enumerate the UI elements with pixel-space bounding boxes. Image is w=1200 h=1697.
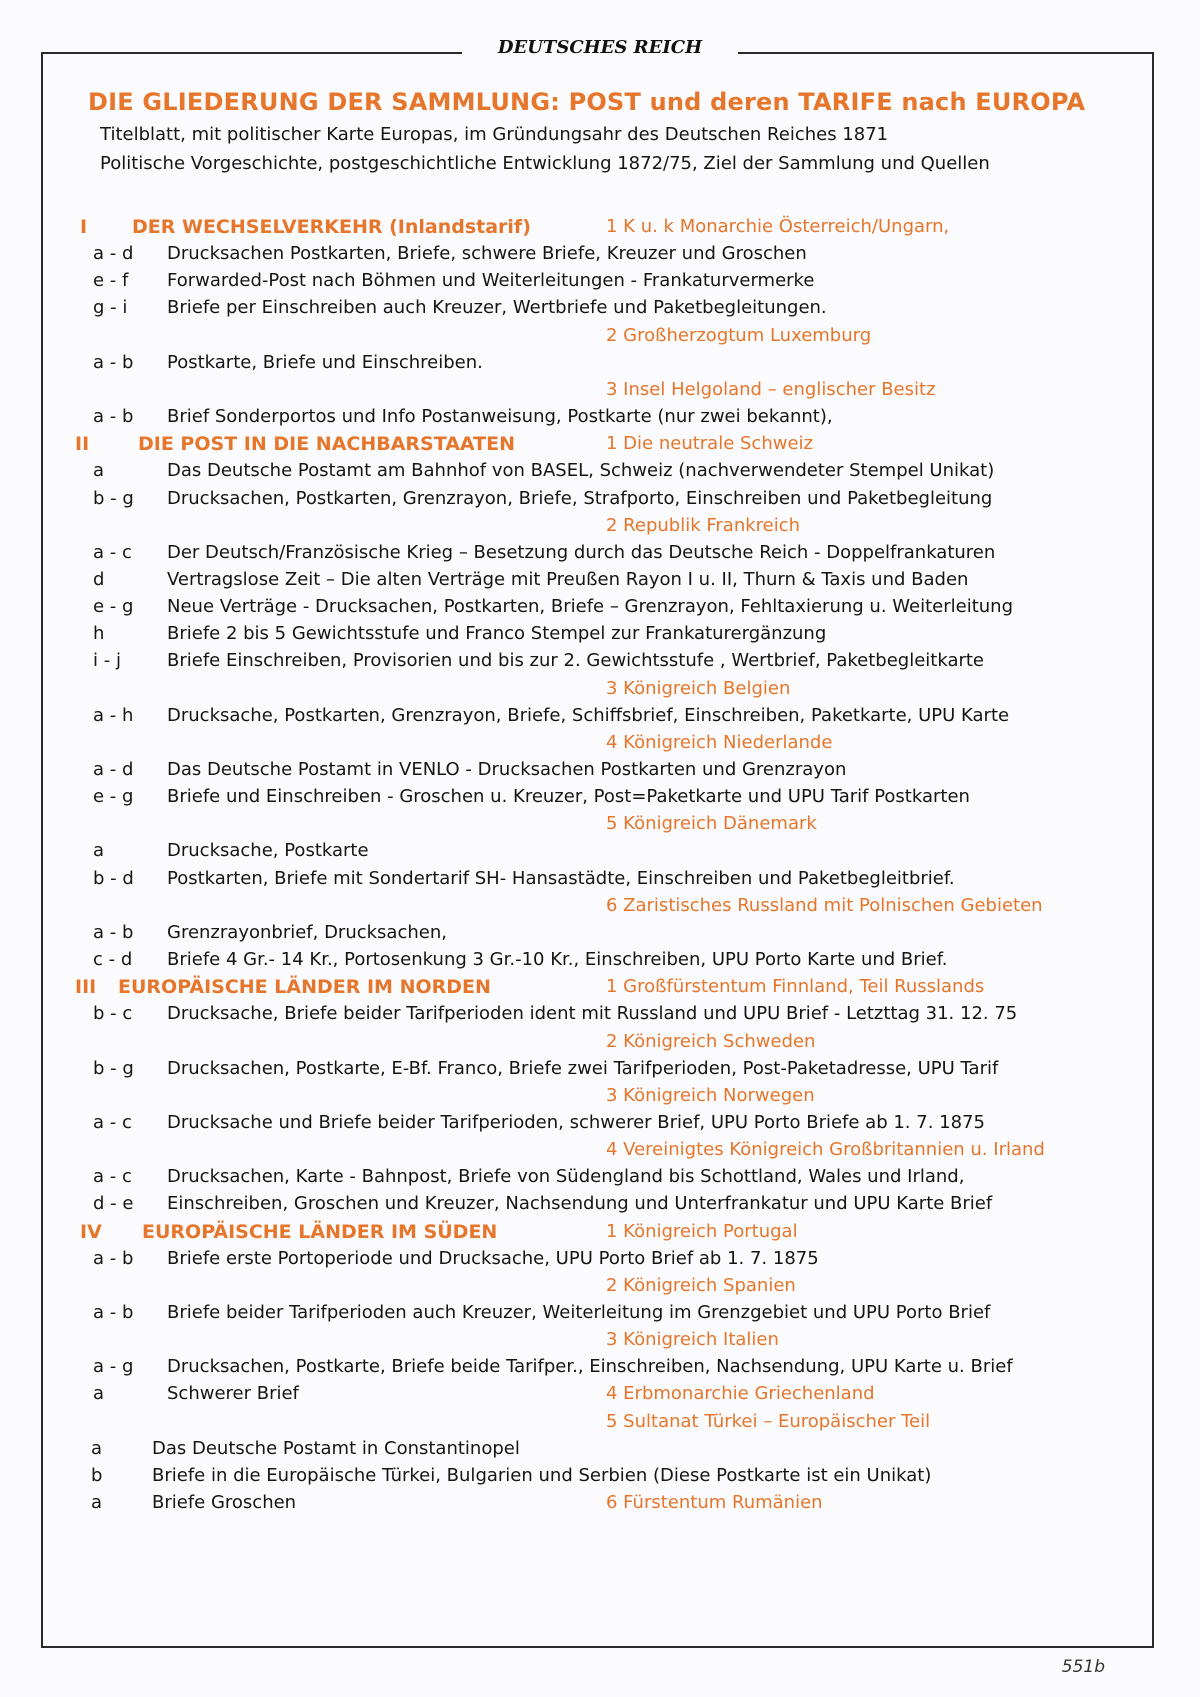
item-code: e - f <box>93 270 129 292</box>
list-row <box>0 648 1200 674</box>
list-row <box>0 594 1200 620</box>
list-row <box>0 295 1200 321</box>
item-text-main: Briefe 2 bis 5 Gewichtsstufe und Franco Stempel zur Frankaturergänzung <box>167 623 827 645</box>
list-row <box>0 1137 1200 1163</box>
item-code: a <box>91 1492 103 1514</box>
item-text <box>167 1191 992 1217</box>
intro-line-2: Politische Vorgeschichte, postgeschichtliche Entwicklung 1872/75, Ziel der Sammlung und Quellen <box>100 153 990 174</box>
item-code: a - b <box>93 921 134 943</box>
item-text <box>167 838 369 864</box>
list-row <box>0 1273 1200 1299</box>
list-row <box>0 567 1200 593</box>
item-text <box>167 1001 1017 1027</box>
item-text <box>167 1110 985 1136</box>
item-code: i - j <box>93 650 121 672</box>
country-heading: 4 Vereinigtes Königreich Großbritannien u. Irland <box>606 1139 1045 1161</box>
item-text-main: Postkarte, Briefe und Einschreiben. <box>167 351 483 373</box>
item-text <box>167 1300 990 1326</box>
main-title: DIE GLIEDERUNG DER SAMMLUNG: POST und deren TARIFE nach EUROPA <box>88 88 1086 116</box>
item-code: a - b <box>93 1247 134 1269</box>
item-text <box>167 1246 819 1272</box>
item-code: a - b <box>93 1302 134 1323</box>
item-text-main: Drucksache und Briefe beider Tarifperioden, schwerer Brief, UPU Porto Briefe ab 1. 7. 1875 <box>167 1111 985 1133</box>
list-row <box>0 214 1200 240</box>
country-heading: 2 Königreich Schweden <box>606 1030 816 1052</box>
item-note: (nur zwei bekannt), <box>651 406 833 428</box>
item-text-main: Drucksachen, Karte - Bahnpost, Briefe von Südengland bis Schottland, Wales und Irland, <box>167 1166 965 1188</box>
item-text-main: Neue Verträge - Drucksachen, Postkarten, Briefe – Grenzrayon, Fehltaxierung u. Weiterleitung <box>167 596 1013 618</box>
item-text <box>167 241 807 267</box>
list-row <box>0 866 1200 892</box>
list-row <box>0 1490 1200 1516</box>
list-row <box>0 1001 1200 1027</box>
item-text-main: Drucksache, Postkarten, Grenzrayon, Briefe, Schiffsbrief, Einschreiben, Paketkarte, UPU Karte <box>167 704 1010 726</box>
item-text <box>167 268 814 294</box>
item-code: h <box>93 623 105 645</box>
list-row <box>0 1409 1200 1435</box>
section-number: II <box>75 433 90 456</box>
item-text-main: Briefe beider Tarifperioden auch Kreuzer, Weiterleitung im Grenzgebiet und UPU Porto Brief <box>167 1302 991 1323</box>
list-row <box>0 1110 1200 1136</box>
item-text <box>167 567 968 593</box>
section-title: EUROPÄISCHE LÄNDER IM SÜDEN <box>142 1220 498 1243</box>
country-heading: 6 Fürstentum Rumänien <box>606 1492 823 1514</box>
list-row <box>0 947 1200 973</box>
list-row <box>0 920 1200 946</box>
item-text-main: Drucksachen, Postkarte, Briefe beide Tarifper., Einschreiben, Nachsendung, UPU Karte u. Brief <box>167 1356 1013 1378</box>
item-code: a - b <box>93 351 134 373</box>
section-number: III <box>75 976 97 999</box>
item-text <box>167 1056 998 1082</box>
item-code: a - c <box>93 1111 132 1133</box>
list-row <box>0 974 1200 1000</box>
list-row <box>0 893 1200 919</box>
list-row <box>0 404 1200 430</box>
item-text-main: Vertragslose Zeit – Die alten Verträge mit Preußen Rayon I u. II, Thurn & Taxis und Baden <box>167 568 969 590</box>
item-code: b - g <box>93 1057 134 1079</box>
item-text <box>152 1463 931 1489</box>
item-code: d - e <box>93 1193 134 1215</box>
item-note: (nachverwendeter Stempel Unikat) <box>672 460 995 482</box>
item-text <box>167 1164 964 1190</box>
item-text <box>167 648 984 674</box>
item-text-main: Briefe 4 Gr.- 14 Kr., Portosenkung 3 Gr.-10 Kr., Einschreiben, UPU Porto Karte und Brief. <box>167 949 948 971</box>
item-text <box>167 621 826 647</box>
list-row <box>0 1381 1200 1407</box>
item-text <box>167 404 833 430</box>
item-code: a <box>91 1437 103 1459</box>
item-code: e - g <box>93 786 134 808</box>
item-code: a <box>93 460 105 482</box>
item-text-main: Briefe per Einschreiben auch Kreuzer, Wertbriefe und Paketbegleitungen. <box>167 297 827 319</box>
country-heading: 3 Königreich Italien <box>606 1329 779 1351</box>
item-code: e - g <box>93 596 134 618</box>
item-code: a - d <box>93 243 134 265</box>
item-text <box>167 540 995 566</box>
item-text-main: Forwarded-Post nach Böhmen und Weiterleitungen - Frankaturvermerke <box>167 270 815 292</box>
item-text <box>167 1354 1013 1380</box>
list-row <box>0 757 1200 783</box>
country-heading: 2 Königreich Spanien <box>606 1274 796 1296</box>
list-row <box>0 784 1200 810</box>
item-code: g - i <box>93 297 128 319</box>
page-number: 551b <box>1061 1657 1105 1677</box>
item-text-main: Das Deutsche Postamt am Bahnhof von BASEL, Schweiz <box>167 460 673 482</box>
item-text-main: Brief Sonderportos und Info Postanweisung, Postkarte <box>167 406 652 428</box>
item-text-main: Drucksache, Postkarte <box>167 840 369 862</box>
section-number: I <box>80 216 88 238</box>
list-row <box>0 838 1200 864</box>
item-text-main: Drucksache, Briefe beider Tarifperioden ident mit Russland und UPU Brief - Letzttag 31. 12. 75 <box>167 1003 1018 1025</box>
section-title: DIE POST IN DIE NACHBARSTAATEN <box>138 433 516 456</box>
list-row <box>0 377 1200 403</box>
item-text-main: Das Deutsche Postamt in Constantinopel <box>152 1437 520 1459</box>
item-text <box>167 947 947 973</box>
item-text-main: Grenzrayonbrief, Drucksachen, <box>167 921 447 943</box>
list-row <box>0 1191 1200 1217</box>
list-row <box>0 1029 1200 1055</box>
list-row <box>0 323 1200 349</box>
country-heading: 1 Großfürstentum Finnland, Teil Russlands <box>606 976 985 998</box>
item-text-main: Briefe Einschreiben, Provisorien und bis zur 2. Gewichtsstufe , Wertbrief, Paketbegleitkarte <box>167 650 985 672</box>
item-text-main: Drucksachen, Postkarten, Grenzrayon, Briefe, Strafporto, Einschreiben und Paketbegleitung <box>167 487 993 509</box>
list-row <box>0 1436 1200 1462</box>
country-heading: 3 Königreich Belgien <box>606 677 791 699</box>
item-text-main: Drucksachen, Postkarte, E-Bf. Franco, Briefe zwei Tarifperioden, Post-Paketadresse, UPU Tarif <box>167 1057 999 1079</box>
item-code: a - b <box>93 406 134 428</box>
item-text <box>167 1381 299 1407</box>
list-row <box>0 458 1200 484</box>
section-number: IV <box>80 1220 102 1243</box>
item-code: d <box>93 568 105 590</box>
country-heading: 1 K u. k Monarchie Österreich/Ungarn, <box>606 216 950 237</box>
country-heading: 1 Die neutrale Schweiz <box>606 433 813 455</box>
country-heading: 3 Königreich Norwegen <box>606 1084 815 1106</box>
item-code: a - g <box>93 1356 134 1378</box>
item-code: b <box>91 1464 103 1486</box>
item-text <box>167 486 992 512</box>
country-heading: 1 Königreich Portugal <box>606 1220 798 1242</box>
list-row <box>0 486 1200 512</box>
item-text <box>167 458 994 484</box>
item-text-main: Schwerer Brief <box>167 1383 299 1405</box>
list-row <box>0 1463 1200 1489</box>
country-heading: 4 Erbmonarchie Griechenland <box>606 1383 875 1405</box>
item-text-main: Briefe Groschen <box>152 1492 297 1514</box>
item-text <box>167 350 483 376</box>
list-row <box>0 1246 1200 1272</box>
list-row <box>0 1300 1200 1326</box>
item-text-main: Drucksachen Postkarten, Briefe, schwere Briefe, Kreuzer und Groschen <box>167 243 807 265</box>
header: DEUTSCHES REICH <box>0 37 1200 58</box>
item-code: a - c <box>93 541 132 563</box>
item-text <box>167 784 970 810</box>
item-text <box>167 757 846 783</box>
item-code: c - d <box>93 949 133 971</box>
list-row <box>0 676 1200 702</box>
item-code: a - c <box>93 1166 132 1188</box>
list-row <box>0 1327 1200 1353</box>
list-row <box>0 1354 1200 1380</box>
item-text <box>167 594 1013 620</box>
item-text <box>152 1436 520 1462</box>
list-row <box>0 1083 1200 1109</box>
item-code: a - d <box>93 759 134 780</box>
country-heading: 2 Großherzogtum Luxemburg <box>606 324 872 346</box>
intro-line-1: Titelblatt, mit politischer Karte Europas, im Gründungsahr des Deutschen Reiches 1871 <box>100 124 889 145</box>
item-code: b - g <box>93 487 134 509</box>
item-text-main: Postkarten, Briefe mit Sondertarif SH- Hansastädte, Einschreiben und Paketbegleitbrief. <box>167 867 955 889</box>
item-text <box>167 866 955 892</box>
item-code: a <box>93 1383 105 1405</box>
list-row <box>0 811 1200 837</box>
item-text-main: Einschreiben, Groschen und Kreuzer, Nachsendung und Unterfrankatur und UPU Karte Brief <box>167 1193 993 1215</box>
country-heading: 6 Zaristisches Russland mit Polnischen Gebieten <box>606 894 1043 916</box>
country-heading: 3 Insel Helgoland – englischer Besitz <box>606 378 936 400</box>
list-row <box>0 703 1200 729</box>
item-code: a - h <box>93 704 134 726</box>
item-code: a <box>93 840 105 862</box>
list-row <box>0 540 1200 566</box>
list-row <box>0 730 1200 756</box>
country-heading: 5 Königreich Dänemark <box>606 813 817 835</box>
list-row <box>0 431 1200 457</box>
list-row <box>0 241 1200 267</box>
section-title: EUROPÄISCHE LÄNDER IM NORDEN <box>118 976 491 999</box>
item-text-main: Briefe in die Europäische Türkei, Bulgarien und Serbien <box>152 1464 648 1486</box>
item-text <box>167 703 1009 729</box>
list-row <box>0 350 1200 376</box>
item-text <box>167 920 447 946</box>
list-row <box>0 1056 1200 1082</box>
list-row <box>0 513 1200 539</box>
list-row <box>0 1219 1200 1245</box>
item-text <box>167 295 827 321</box>
item-code: b - c <box>93 1003 133 1025</box>
item-text-main: Briefe und Einschreiben - Groschen u. Kreuzer, Post=Paketkarte und UPU Tarif Postkarten <box>167 786 970 808</box>
country-heading: 4 Königreich Niederlande <box>606 731 833 753</box>
item-text <box>152 1490 296 1516</box>
list-row <box>0 621 1200 647</box>
item-text-main: Das Deutsche Postamt in VENLO - Drucksachen Postkarten und Grenzrayon <box>167 759 847 780</box>
country-heading: 2 Republik Frankreich <box>606 514 801 536</box>
list-row <box>0 1164 1200 1190</box>
item-note: (Diese Postkarte ist ein Unikat) <box>647 1464 932 1486</box>
list-row <box>0 268 1200 294</box>
item-text-main: Der Deutsch/Französische Krieg – Besetzung durch das Deutsche Reich - Doppelfrankaturen <box>167 541 996 563</box>
country-heading: 5 Sultanat Türkei – Europäischer Teil <box>606 1410 931 1432</box>
item-code: b - d <box>93 867 134 889</box>
section-title: DER WECHSELVERKEHR (Inlandstarif) <box>132 216 531 238</box>
item-text-main: Briefe erste Portoperiode und Drucksache, UPU Porto Brief ab 1. 7. 1875 <box>167 1247 819 1269</box>
